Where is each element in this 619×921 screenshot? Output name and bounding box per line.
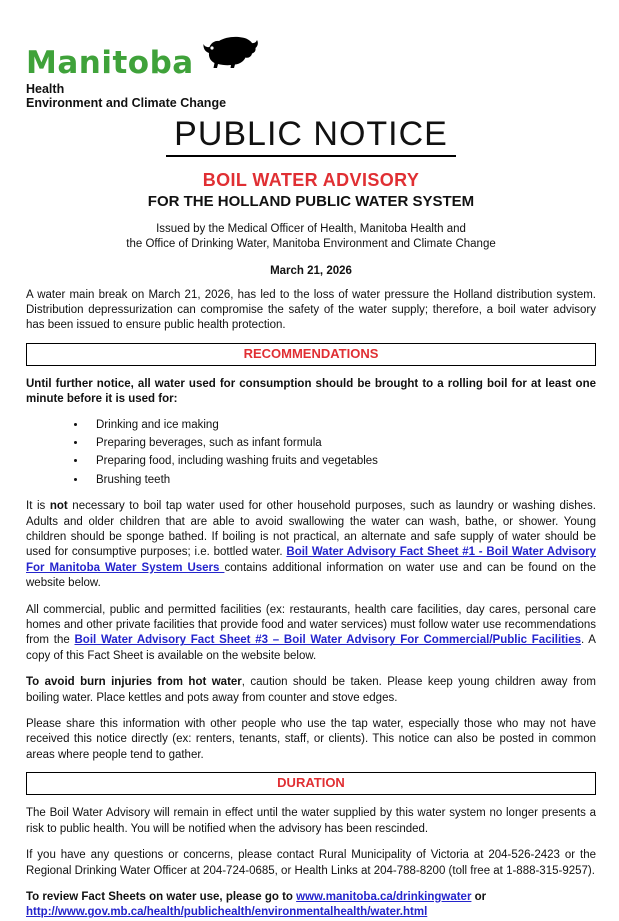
dept-health-label: Health [26,82,65,96]
text-run: contains additional information on water use and can be found on the website below. [26,561,596,590]
fact-sheet-3-link[interactable]: Boil Water Advisory Fact Sheet #3 – Boil Water Advisory For Commercial/Public Facilities [74,634,581,647]
text-run: It is [26,500,50,513]
burn-caution-paragraph [26,675,596,706]
text-run: not [49,500,68,513]
bullet-item: • Brushing teeth [87,473,596,488]
fact-sheet-1-link[interactable]: Boil Water Advisory Fact Sheet #1 - Boil Water Advisory For Manitoba Water System Users [26,546,596,574]
text-run: . A copy of this Fact Sheet is available on the website below. [26,634,596,662]
bullet-item: • Preparing food, including washing fruits and vegetables [87,454,596,469]
share-notice-paragraph: Please share this information with other people who use the tap water, especially those who may not have received this notice directly (ex: renters, tenants, staff, or clients). This notice can also be posted in common areas where people tend to gather. [26,718,596,761]
facilities-paragraph [26,603,596,665]
issued-by [26,222,596,253]
issued-line-2: the Office of Drinking Water, Manitoba Environment and Climate Change [126,238,496,251]
bullet-list [26,418,596,489]
bullet-item: • Drinking and ice making [87,418,596,433]
text-run: or [471,890,487,903]
manitoba-logo [26,33,596,111]
intro-paragraph: A water main break on March 21, 2026, has led to the loss of water pressure the Holland distribution system. Distribution depressurization can compromise the safety of the water supply; therefore, a boil water advisory has been issued to ensure public health protection. [26,288,596,332]
text-run: To review Fact Sheets on water use, please go to [26,890,297,903]
text-run: , caution should be taken. Please keep young children away from boiling water. Place kettles and pots away from counter and stove edges. [26,676,596,704]
notice-date: March 21, 2026 [270,264,352,277]
issued-line-1: Issued by the Medical Officer of Health, Manitoba Health and [156,222,466,235]
dept-environment-label: Environment and Climate Change [26,95,227,110]
recommendations-section-header: RECOMMENDATIONS [26,343,596,366]
bullet-item: • Preparing beverages, such as infant formula [87,436,596,451]
duration-section-header: DURATION [26,772,596,795]
review-links-paragraph [26,890,596,921]
advisory-title: BOIL WATER ADVISORY [202,169,420,190]
text-run: To avoid burn injuries from hot water [26,676,242,689]
advisory-subtitle: FOR THE HOLLAND PUBLIC WATER SYSTEM [147,192,475,210]
text-run: All commercial, public and permitted facilities (ex: restaurants, health care facilities, day cares, personal care homes and other private facilities that provide food and water services) must follow water use recommendations from the [26,603,596,647]
water-page-link[interactable]: http://www.gov.mb.ca/health/publichealth/environmentalhealth/water.html [26,906,428,919]
contact-paragraph: If you have any questions or concerns, please contact Rural Municipality of Victoria at 204-526-2423 or the Regional Drinking Water Officer at 204-724-0685, or Health Links at 204-788-8200 (toll free at 1-888-315-9257). [26,849,596,877]
brand-wordmark: Manitoba [26,45,194,81]
duration-paragraph: The Boil Water Advisory will remain in effect until the water supplied by this water system no longer presents a risk to public health. You will be notified when the advisory has been rescinded. [26,807,596,835]
drinkingwater-link[interactable]: www.manitoba.ca/drinkingwater [296,890,472,903]
text-run: necessary to boil tap water used for other household purposes, such as laundry or washing dishes. Adults and older children that are able to avoid swallowing the water can wash, bathe, or shower. Young children should be sponge bathed. If boiling is not practical, an alternate and safe supply of water should be used for consumptive purposes; i.e. bottled water. [26,500,596,559]
household-use-paragraph [26,499,596,591]
page-title: PUBLIC NOTICE [26,115,596,157]
bison-icon [202,33,258,77]
boil-instruction: Until further notice, all water used for consumption should be brought to a rolling boil for at least one minute before it is used for: [26,377,596,406]
